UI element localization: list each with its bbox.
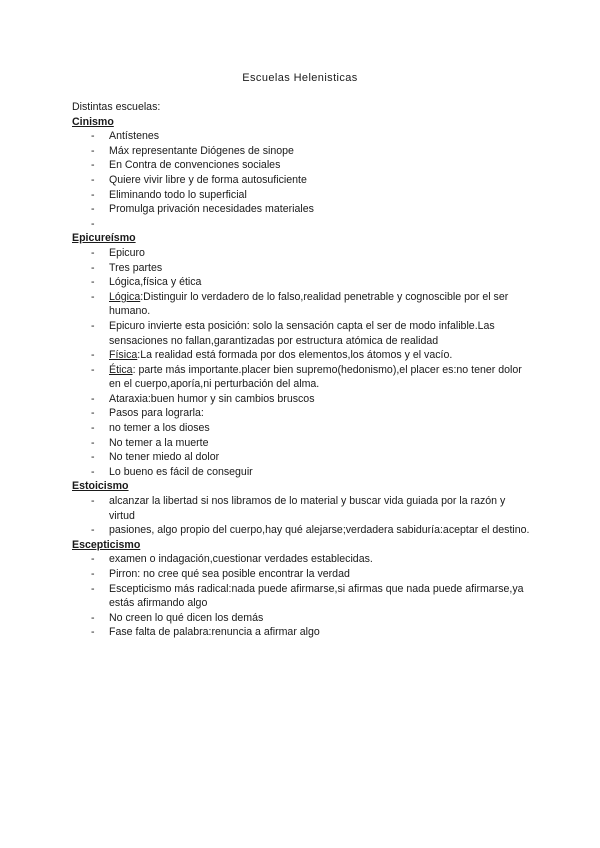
dash-bullet: - — [91, 276, 95, 289]
list-item — [72, 275, 532, 290]
list-item — [72, 144, 532, 159]
list-item — [72, 158, 532, 173]
item-term: Ética — [109, 363, 133, 376]
item-text: Escepticismo más radical:nada puede afirmarse,si afirmas que nada puede afirmarse,ya estás afirmando algo — [109, 582, 524, 610]
sections-container — [72, 115, 532, 640]
list-item — [72, 173, 532, 188]
list-item — [72, 552, 532, 567]
dash-bullet: - — [91, 188, 95, 201]
list-item — [72, 246, 532, 261]
list-item — [72, 188, 532, 203]
bullet-list — [72, 129, 532, 231]
list-item — [72, 348, 532, 363]
list-item — [72, 421, 532, 436]
item-text: Antístenes — [109, 130, 160, 143]
item-text: Máx representante Diógenes de sinope — [109, 144, 294, 157]
dash-bullet: - — [91, 611, 95, 624]
list-item — [72, 625, 532, 640]
section-heading: Cinismo — [72, 115, 114, 128]
item-term: Lógica — [109, 290, 141, 303]
dash-bullet: - — [91, 144, 95, 157]
list-item — [72, 392, 532, 407]
dash-bullet: - — [91, 130, 95, 143]
dash-bullet: - — [91, 626, 95, 639]
list-item — [72, 202, 532, 217]
item-text: Epicuro invierte esta posición: solo la sensación capta el ser de modo infalible.Las sensaciones no fallan,garantizadas por estructura atómica de realidad — [109, 319, 495, 347]
list-item — [72, 450, 532, 465]
section-heading: Escepticismo — [72, 538, 141, 551]
item-text: Pasos para lograrla: — [109, 407, 204, 420]
dash-bullet: - — [91, 451, 95, 464]
section-heading: Estoicismo — [72, 480, 129, 493]
section-escepticismo — [72, 538, 532, 640]
item-text: Lógica,física y ética — [109, 276, 202, 289]
item-text: Epicuro — [109, 246, 145, 259]
item-text: No creen lo qué dicen los demás — [109, 611, 264, 624]
item-text: examen o indagación,cuestionar verdades establecidas. — [109, 553, 373, 566]
section-cinismo — [72, 115, 532, 232]
dash-bullet: - — [91, 582, 95, 595]
list-item — [72, 494, 532, 523]
item-term: Física — [109, 349, 138, 362]
list-item — [72, 129, 532, 144]
dash-bullet: - — [91, 363, 95, 376]
item-text: No tener miedo al dolor — [109, 451, 220, 464]
dash-bullet: - — [91, 553, 95, 566]
list-item — [72, 611, 532, 626]
dash-bullet: - — [91, 246, 95, 259]
dash-bullet: - — [91, 203, 95, 216]
dash-bullet: - — [91, 261, 95, 274]
item-text: En Contra de convenciones sociales — [109, 159, 281, 172]
dash-bullet: - — [91, 524, 95, 537]
list-item — [72, 436, 532, 451]
dash-bullet: - — [91, 173, 95, 186]
document-title: Escuelas Helenisticas — [242, 72, 358, 84]
list-item — [72, 290, 532, 319]
item-text: Promulga privación necesidades materiales — [109, 203, 314, 216]
item-text: Pirron: no cree qué sea posible encontrar la verdad — [109, 568, 350, 580]
item-text: pasiones, algo propio del cuerpo,hay qué alejarse;verdadera sabiduría:aceptar el destino. — [109, 524, 530, 537]
list-item — [72, 465, 532, 480]
dash-bullet: - — [91, 495, 95, 508]
dash-bullet: - — [91, 407, 95, 420]
document-body — [72, 100, 532, 640]
item-text: Lo bueno es fácil de conseguir — [109, 465, 253, 478]
item-text: Ataraxia:buen humor y sin cambios bruscos — [109, 392, 315, 405]
dash-bullet: - — [91, 319, 95, 332]
bullet-list — [72, 246, 532, 480]
item-text: No temer a la muerte — [109, 436, 209, 449]
list-item — [72, 406, 532, 421]
item-text: :La realidad está formada por dos elementos,los átomos y el vacío. — [137, 349, 453, 362]
section-epicureísmo — [72, 231, 532, 479]
intro-text: Distintas escuelas: — [72, 101, 161, 113]
dash-bullet: - — [91, 422, 95, 435]
dash-bullet: - — [91, 436, 95, 449]
dash-bullet: - — [91, 465, 95, 478]
list-item — [72, 261, 532, 276]
list-item — [72, 217, 532, 232]
item-text: :Distinguir lo verdadero de lo falso,realidad penetrable y cognoscible por el ser humano. — [109, 290, 509, 318]
bullet-list — [72, 552, 532, 640]
dash-bullet: - — [91, 392, 95, 405]
list-item — [72, 363, 532, 392]
item-text: : parte más importante.placer bien supremo(hedonismo),el placer es:no tener dolor en el cuerpo,aporía,ni perturbación del alma. — [109, 363, 522, 391]
item-text: no temer a los dioses — [109, 422, 210, 435]
dash-bullet: - — [91, 349, 95, 362]
item-text: Quiere vivir libre y de forma autosuficiente — [109, 173, 307, 186]
section-heading: Epicureísmo — [72, 232, 136, 245]
bullet-list — [72, 494, 532, 538]
item-text: alcanzar la libertad si nos libramos de lo material y buscar vida guiada por la razón y virtud — [109, 495, 506, 522]
dash-bullet: - — [91, 290, 95, 303]
dash-bullet: - — [91, 217, 95, 230]
item-text: Tres partes — [109, 261, 163, 274]
list-item — [72, 582, 532, 611]
list-item — [72, 567, 532, 582]
item-text: Eliminando todo lo superficial — [109, 188, 247, 201]
item-text: Fase falta de palabra:renuncia a afirmar algo — [109, 626, 320, 639]
dash-bullet: - — [91, 568, 95, 580]
dash-bullet: - — [91, 159, 95, 172]
list-item — [72, 319, 532, 348]
list-item — [72, 523, 532, 538]
section-estoicismo — [72, 479, 532, 537]
